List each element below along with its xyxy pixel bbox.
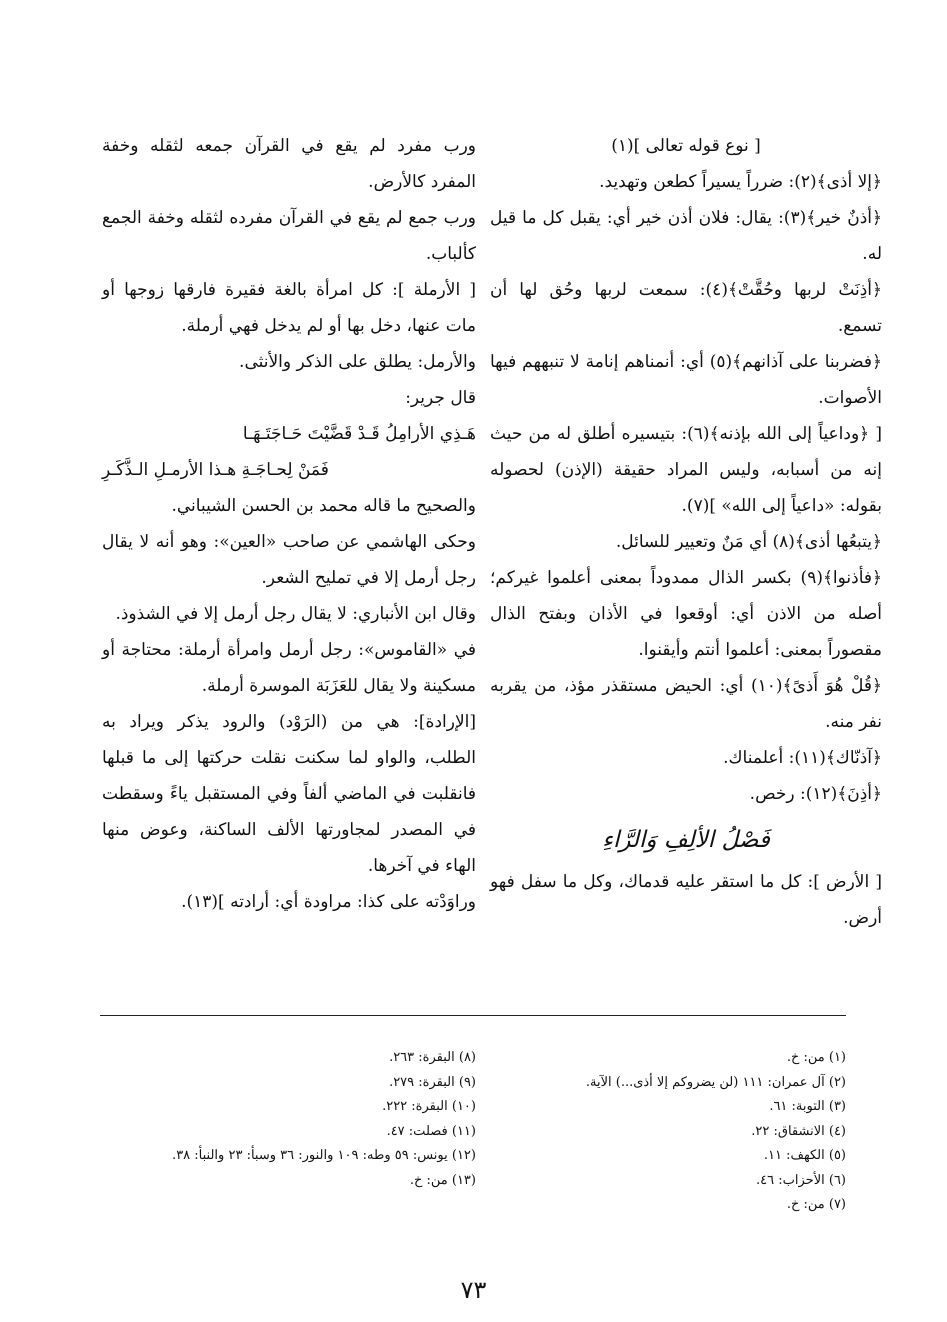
paragraph: ورب جمع لم يقع في القرآن مفرده لثقله وخفة الجمع كألباب. <box>102 208 476 264</box>
footnote: (٨) البقرة: ٢٦٣. <box>389 1050 476 1065</box>
paragraph: ﴿قُلْ هُوَ أَذىً﴾(١٠) أي: الحيض مستقذر مؤذ، من يقربه نفر منه. <box>490 676 882 732</box>
paragraph: في «القاموس»: رجل أرمل وامرأة أرملة: محتاجة أو مسكينة ولا يقال للعَزَبَة الموسرة أرملة. <box>102 640 476 696</box>
poetry-line: هَـذِي الأرامِلُ قَـدْ قَضَّيْتَ حَـاجَتَـهَـا <box>242 424 476 444</box>
paragraph: ﴿فضربنا على آذانهم﴾(٥) أي: أنمناهم إنامة لا تنبههم فيها الأصوات. <box>490 352 882 408</box>
footnote: (٩) البقرة: ٢٧٩. <box>389 1074 476 1090</box>
poetry-line: فَمَنْ لِحـاجَـةِ هـذا الأرمـلِ الـذَّكَـرِ <box>102 460 329 480</box>
footnotes-right <box>490 1046 846 1218</box>
paragraph: والأرمل: يطلق على الذكر والأنثى. <box>239 352 476 372</box>
paragraph: ﴿فأذنوا﴾(٩) بكسر الذال ممدوداً بمعنى أعلموا غيركم؛ أصله من الاذن أي: أوقعوا في الأذان وبفتح الذال مقصوراً بمعنى: أعلموا أنتم وأيقنوا. <box>490 568 882 660</box>
paragraph: وحكى الهاشمي عن صاحب «العين»: وهو أنه لا يقال رجل أرمل إلا في تمليح الشعر. <box>102 532 476 588</box>
page-number: ٧٣ <box>460 1276 487 1304</box>
footnote: (٦) الأحزاب: ٤٦. <box>756 1172 846 1188</box>
footnote-divider <box>100 1015 846 1016</box>
section-title: فَصْلُ الألِفِ وَالرَّاءِ <box>602 827 770 853</box>
footnote: (١٣) من: خ. <box>409 1172 476 1188</box>
left-text-column <box>102 128 476 920</box>
paragraph: [ نوع قوله تعالى ](١) <box>611 136 761 156</box>
paragraph: ﴿يتبعُها أذى﴾(٨) أي مَنٌ وتعيير للسائل. <box>615 532 882 552</box>
paragraph: والصحيح ما قاله محمد بن الحسن الشيباني. <box>171 496 476 516</box>
paragraph: وقال ابن الأنباري: لا يقال رجل أرمل إلا في الشذوذ. <box>115 604 476 624</box>
paragraph: ﴿إلا أذى﴾(٢): ضرراً يسيراً كطعن وتهديد. <box>599 172 882 192</box>
footnote: (٣) التوبة: ٦١. <box>769 1099 846 1114</box>
footnote: (١٢) يونس: ٥٩ وطه: ١٠٩ والنور: ٣٦ وسبأ: ٢٣ والنبأ: ٣٨. <box>172 1148 476 1163</box>
paragraph: [ ﴿وداعياً إلى الله بإذنه﴾(٦): بتيسيره أطلق له من حيث إنه من أسبابه، وليس المراد حقيقة (الإذن) لحصوله بقوله: «داعياً إلى الله» ](٧). <box>490 424 882 516</box>
paragraph: [ الأرض ]: كل ما استقر عليه قدماك، وكل ما سفل فهو أرض. <box>490 872 882 928</box>
footnotes-left <box>100 1046 476 1193</box>
paragraph: وراوَدْته على كذا: مراودة أي: أرادته ](١٣). <box>181 892 476 912</box>
paragraph: ﴿آذنّاك﴾(١١): أعلمناك. <box>723 748 882 768</box>
paragraph: [الإرادة]: هي من (الرَوْد) والرود يذكر ويراد به الطلب، والواو لما سكنت نقلت حركتها إلى ما قبلها فانقلبت في الماضي ألفاً وفي المستقبل ياءً وسقطت في المصدر لمجاورتها الألف الساكنة، وعوض منها الهاء في آخرها. <box>102 712 476 876</box>
footnote: (١١) فصلت: ٤٧. <box>386 1123 476 1139</box>
right-text-column <box>490 128 882 936</box>
paragraph: ﴿أذنٌ خير﴾(٣): يقال: فلان أذن خير أي: يقبل كل ما قيل له. <box>490 208 882 264</box>
footnote: (١) من: خ. <box>786 1050 846 1065</box>
paragraph: قال جرير: <box>405 388 476 408</box>
paragraph: ﴿أذِنَتْ لربها وحُقَّتْ﴾(٤): سمعت لربها وحُق لها أن تسمع. <box>490 280 882 336</box>
paragraph: ﴿أذِنَ﴾(١٢): رخص. <box>749 784 882 804</box>
footnote: (١٠) البقرة: ٢٢٢. <box>382 1099 476 1114</box>
paragraph: ورب مفرد لم يقع في القرآن جمعه لثقله وخفة المفرد كالأرض. <box>102 136 476 192</box>
footnote: (٥) الكهف: ١١. <box>763 1148 846 1163</box>
paragraph: [ الأرملة ]: كل امرأة بالغة فقيرة فارقها زوجها أو مات عنها، دخل بها أو لم يدخل فهي أرملة. <box>102 280 476 336</box>
footnote: (٢) آل عمران: ١١١ (لن يضروكم إلا أذى...) الآية. <box>585 1074 846 1090</box>
footnote: (٤) الانشقاق: ٢٢. <box>751 1123 846 1139</box>
footnote: (٧) من: خ. <box>786 1197 846 1212</box>
